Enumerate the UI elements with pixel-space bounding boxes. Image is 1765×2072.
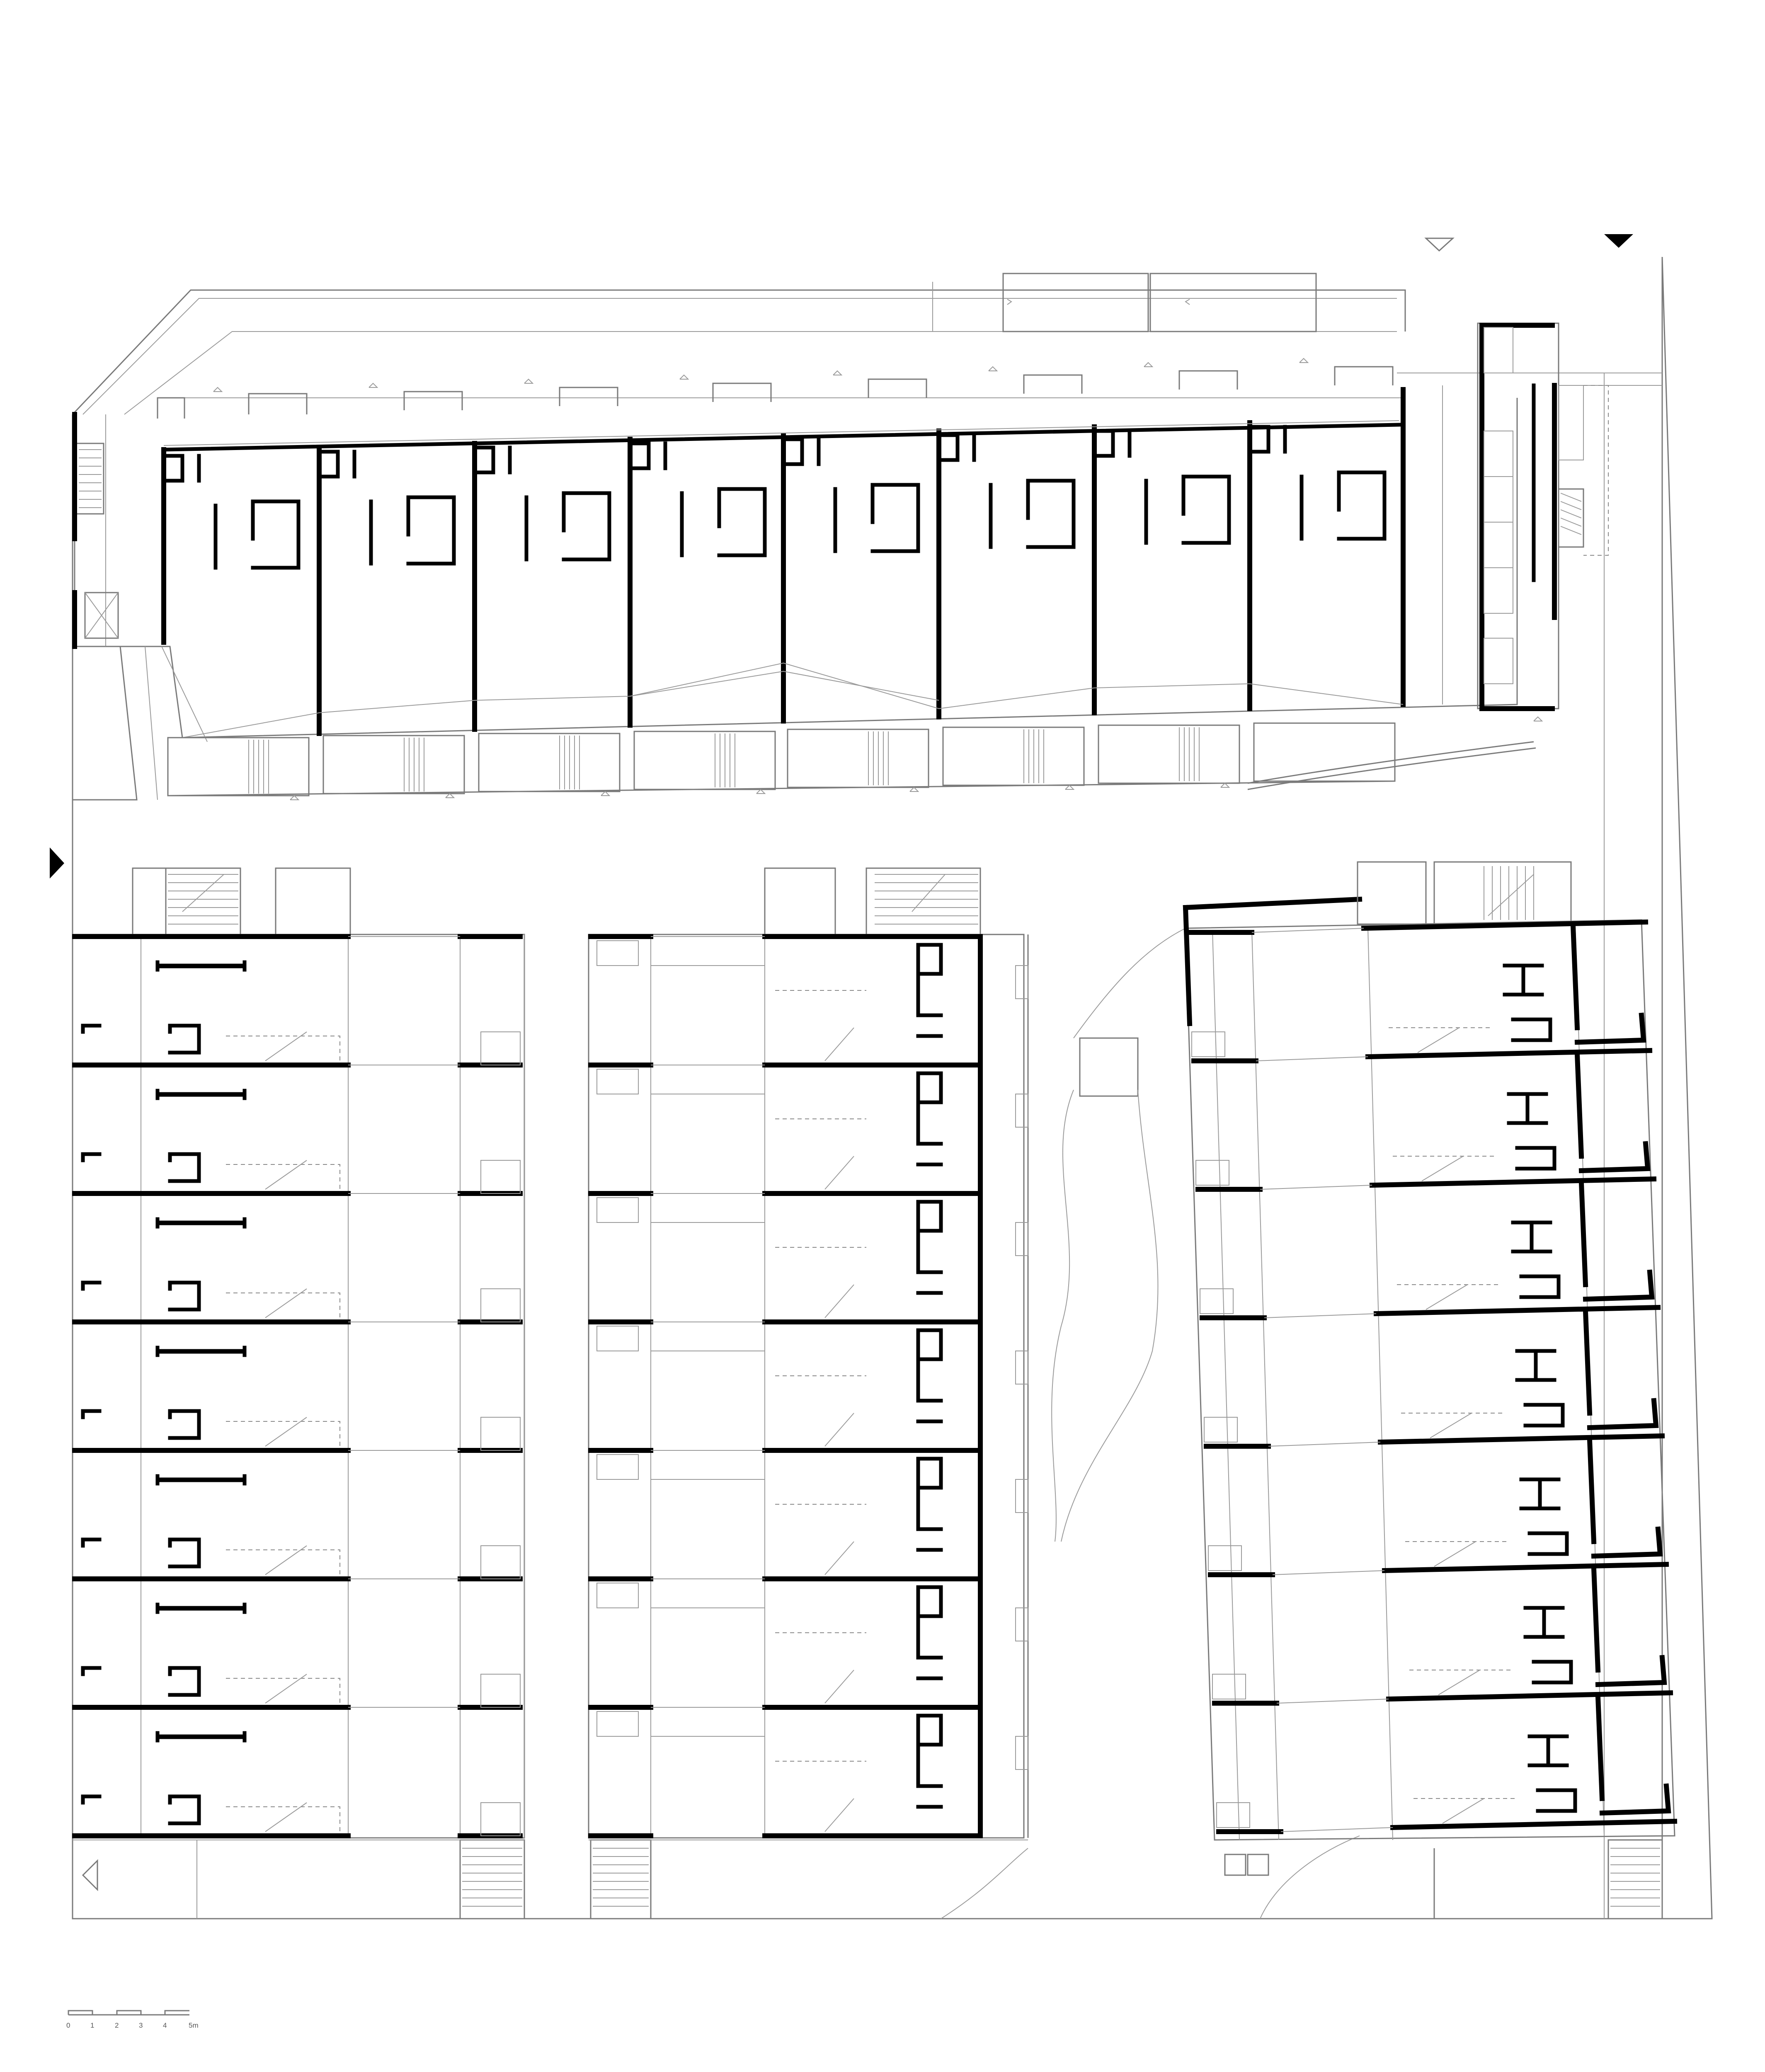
scale-bar: [66, 2011, 199, 2029]
east-party-walls: [1190, 922, 1675, 1832]
pavilion: [1080, 1038, 1138, 1096]
west-stair: [75, 443, 104, 514]
entrance-markers: [50, 234, 1633, 1890]
west-terrace-block: [73, 868, 524, 1919]
top-front-gardens: [168, 723, 1536, 796]
entrance-arrow-icon: [1426, 238, 1453, 251]
entrance-arrow-icon: [50, 847, 64, 879]
north-arrow-icon: [1604, 234, 1633, 248]
scale-tick-label: 4: [163, 2021, 167, 2029]
east-unit-interiors: [1389, 926, 1668, 1823]
scale-tick-label: 0: [66, 2021, 70, 2029]
scale-tick-label: 1: [90, 2021, 95, 2029]
garden-path: [941, 928, 1360, 1919]
west-unit-interiors: [83, 962, 340, 1832]
entrance-arrow-icon: [83, 1861, 97, 1890]
middle-unit-interiors: [597, 941, 941, 1832]
east-terrace-block: [1186, 862, 1675, 1919]
north-access-path: [73, 274, 1662, 414]
level-markers: [213, 358, 1308, 800]
middle-terrace-block: [589, 868, 1028, 1919]
top-unit-interiors: [158, 367, 1393, 568]
top-terrace-block: [73, 358, 1536, 800]
scale-tick-label: 2: [115, 2021, 119, 2029]
east-tower: [1443, 323, 1608, 721]
scale-tick-label: 3: [139, 2021, 143, 2029]
scale-tick-label: 5m: [189, 2021, 199, 2029]
